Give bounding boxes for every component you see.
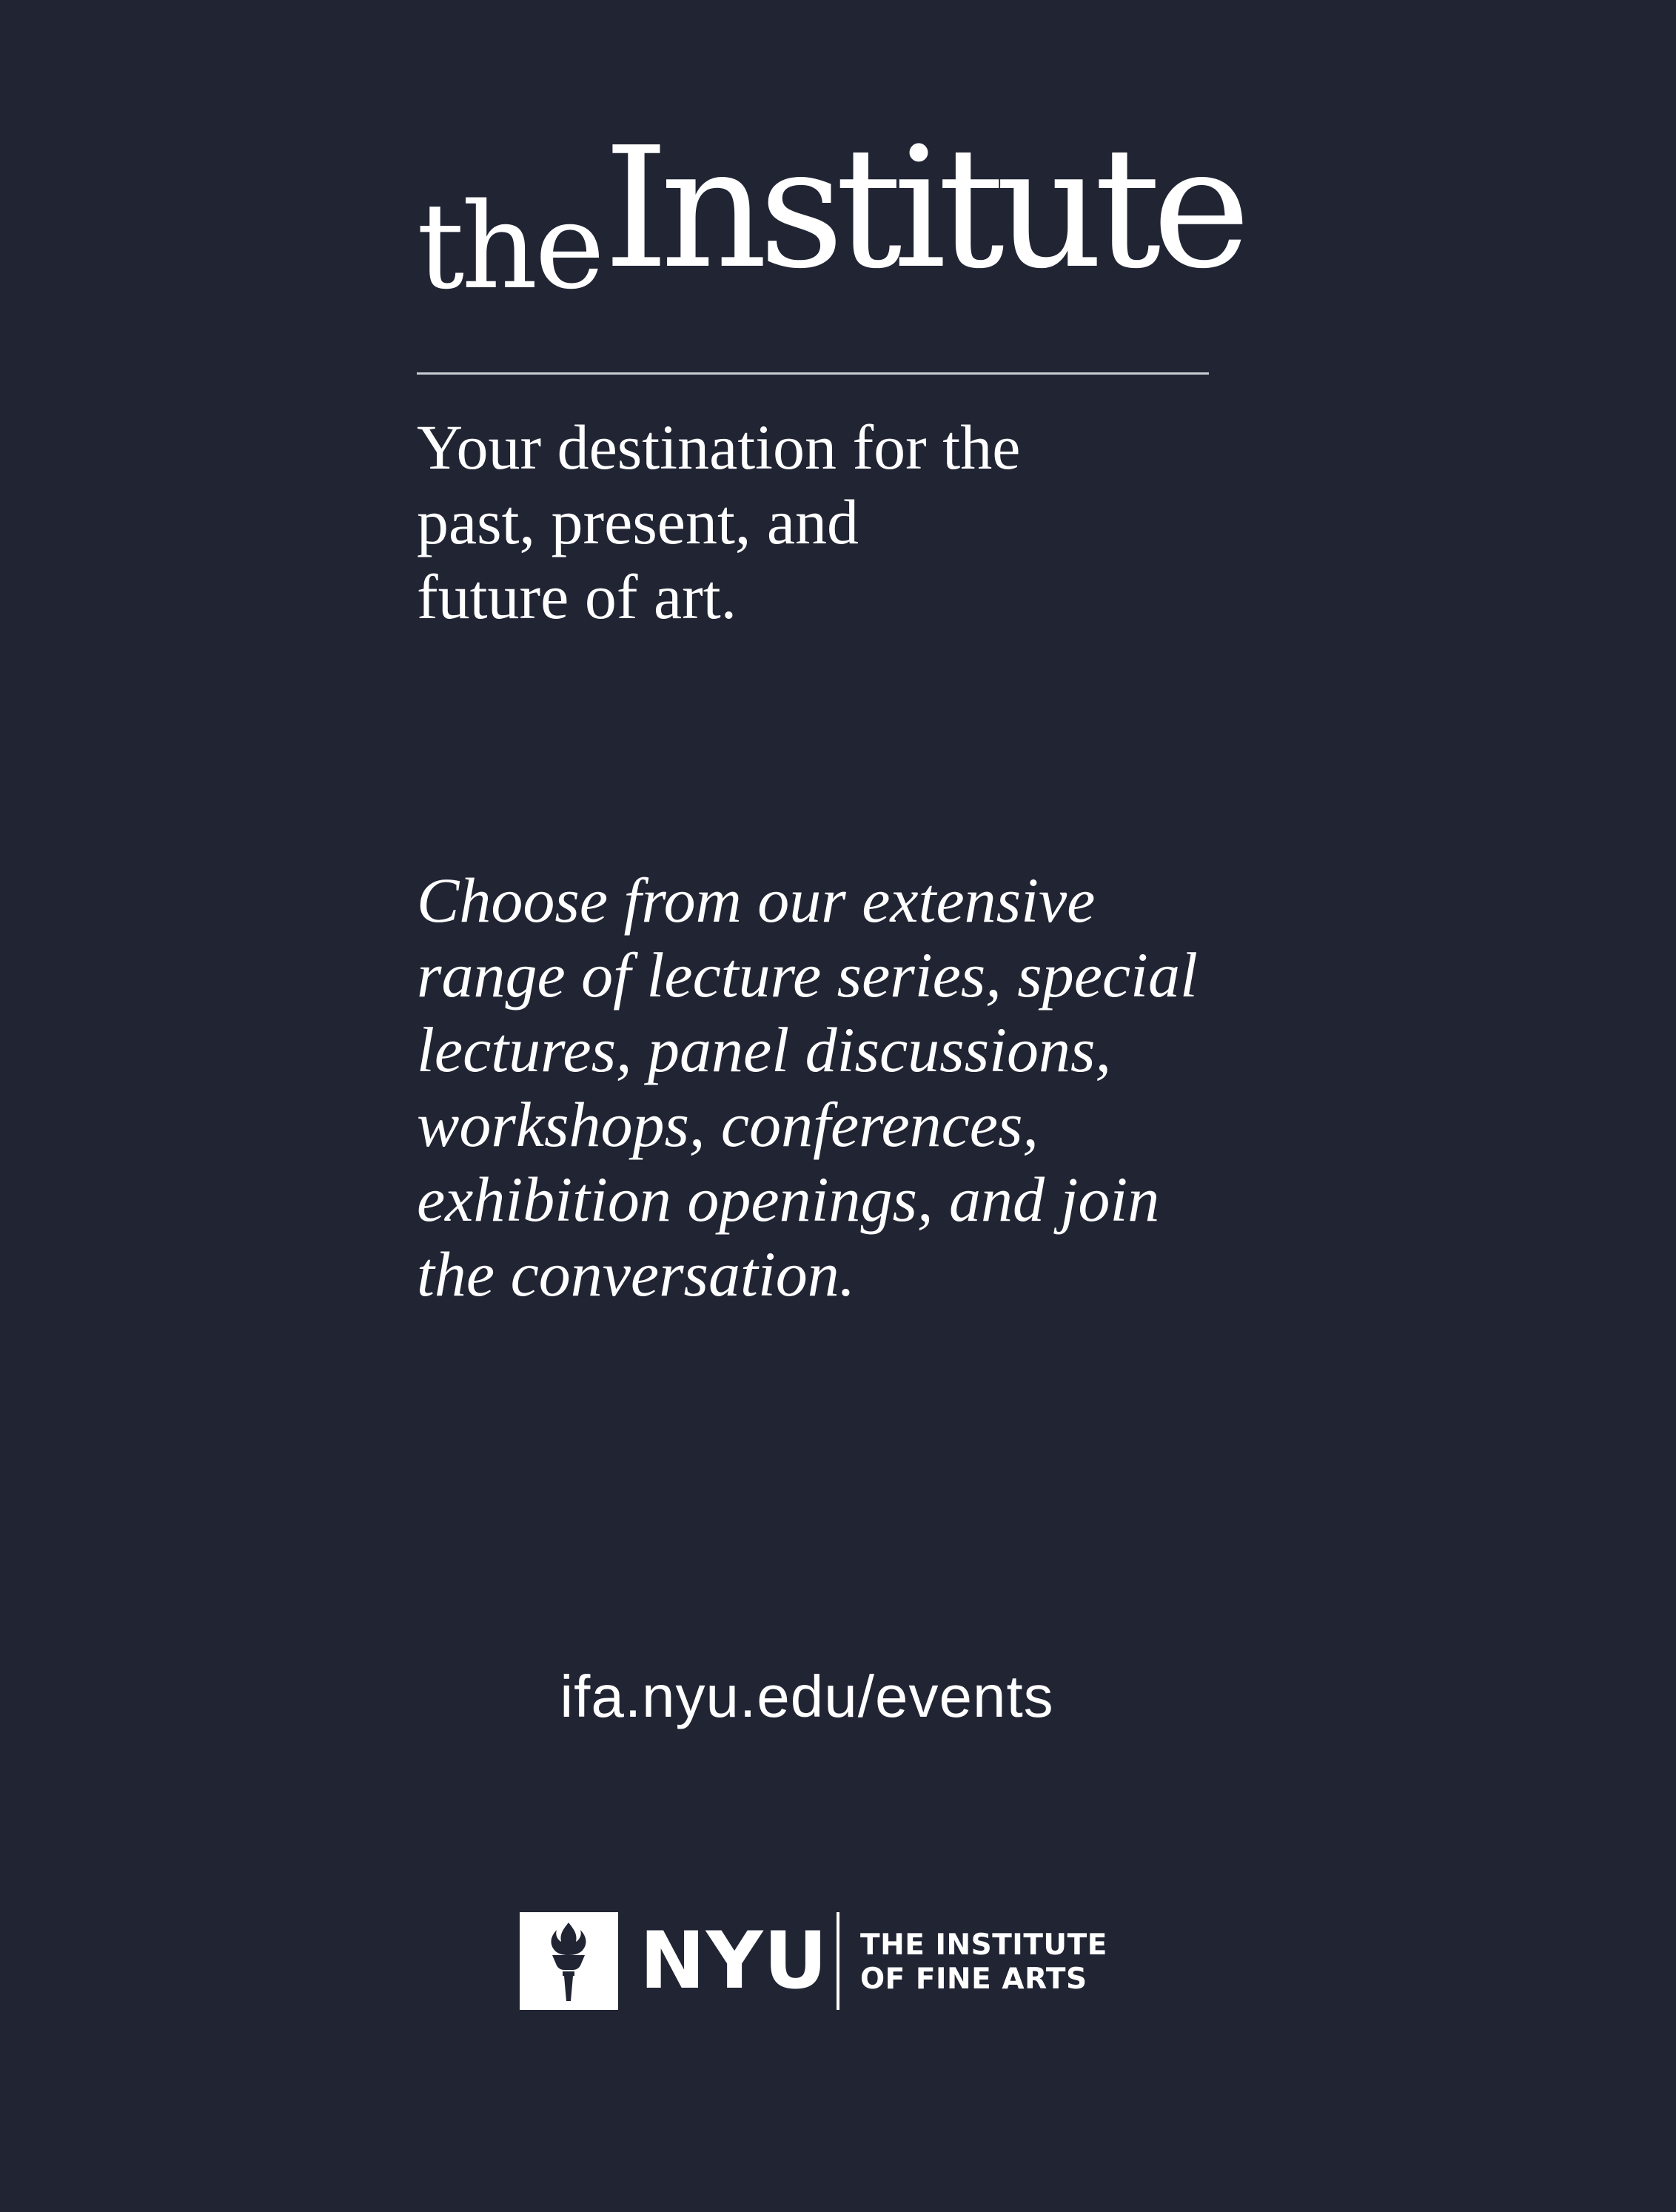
nyu-ifa-logo [520, 1912, 1186, 2010]
tagline [417, 410, 1231, 634]
masthead-institute: Institute [603, 112, 1242, 306]
tagline-line: future of art. [417, 561, 737, 632]
masthead-the: the [417, 177, 603, 315]
logo-divider [837, 1912, 839, 2010]
description-line: workshops, conferences, [417, 1089, 1039, 1160]
description-line: lectures, panel discussions, [417, 1014, 1111, 1085]
institute-name-line: OF FINE ARTS [860, 1963, 1087, 1996]
events-description [417, 863, 1231, 1312]
nyu-torch-icon [520, 1912, 618, 2010]
description-line: Choose from our extensive [417, 865, 1096, 936]
institute-name [860, 1928, 1107, 1997]
tagline-line: past, present, and [417, 486, 859, 557]
nyu-wordmark: NYU [640, 1915, 828, 2006]
masthead-title [417, 112, 1242, 318]
description-line: exhibition openings, and join [417, 1164, 1160, 1235]
description-line: range of lecture series, special [417, 939, 1198, 1011]
tagline-line: Your destination for the [417, 412, 1021, 483]
title-divider [417, 372, 1209, 375]
events-url: ifa.nyu.edu/events [560, 1663, 1054, 1729]
description-line: the conversation. [417, 1239, 856, 1310]
institute-name-line: THE INSTITUTE [860, 1928, 1107, 1962]
